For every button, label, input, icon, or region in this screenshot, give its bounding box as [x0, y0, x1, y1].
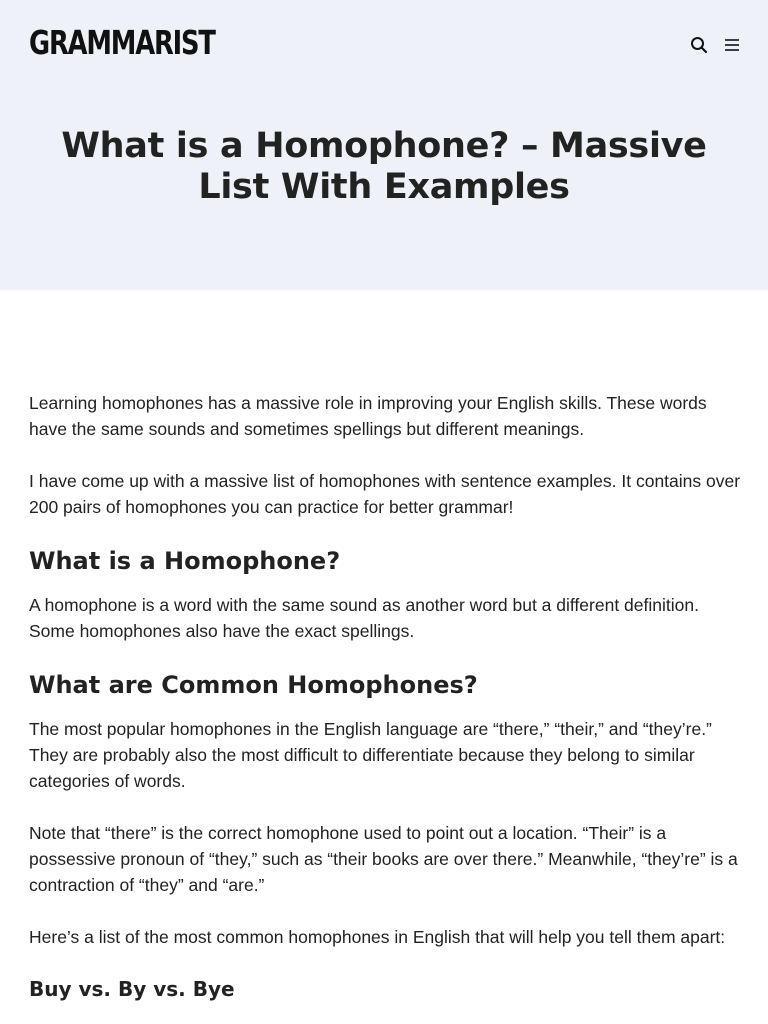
menu-button[interactable] [721, 34, 743, 56]
site-logo[interactable]: GRAMMARIST [29, 23, 215, 62]
intro-paragraph: Learning homophones has a massive role in improving your English skills. These words have the same sounds and sometimes spellings but different meanings. [29, 393, 707, 439]
hamburger-menu-icon [723, 37, 741, 53]
section-heading-what-is-homophone: What is a Homophone? [29, 547, 341, 575]
page-title: What is a Homophone? – Massive List With Examples [61, 126, 707, 207]
list-intro-paragraph: Here’s a list of the most common homophones in English that will help you tell them apart: [29, 927, 726, 947]
intro-paragraph: I have come up with a massive list of homophones with sentence examples. It contains over 200 pairs of homophones you can practice for better grammar! [29, 471, 741, 517]
section-heading-common-homophones: What are Common Homophones? [29, 671, 478, 699]
article-body [29, 390, 741, 1002]
definition-paragraph: A homophone is a word with the same sound as another word but a different definition. Some homophones also have the exact spellings. [29, 595, 699, 641]
common-homophones-paragraph: The most popular homophones in the English language are “there,” “their,” and “they’re.” They are probably also the most difficult to differentiate because they belong to similar categories of words. [29, 719, 712, 791]
search-icon [690, 36, 708, 54]
hero-banner-bottom-edge [0, 254, 768, 294]
common-homophones-paragraph: Note that “there” is the correct homophone used to point out a location. “Their” is a possessive pronoun of “they,” such as “their books are over there.” Meanwhile, “they’re” is a contraction of “they” and “are.” [29, 823, 738, 895]
search-button[interactable] [688, 34, 710, 56]
subheading-buy-by-bye: Buy vs. By vs. Bye [29, 977, 235, 1001]
